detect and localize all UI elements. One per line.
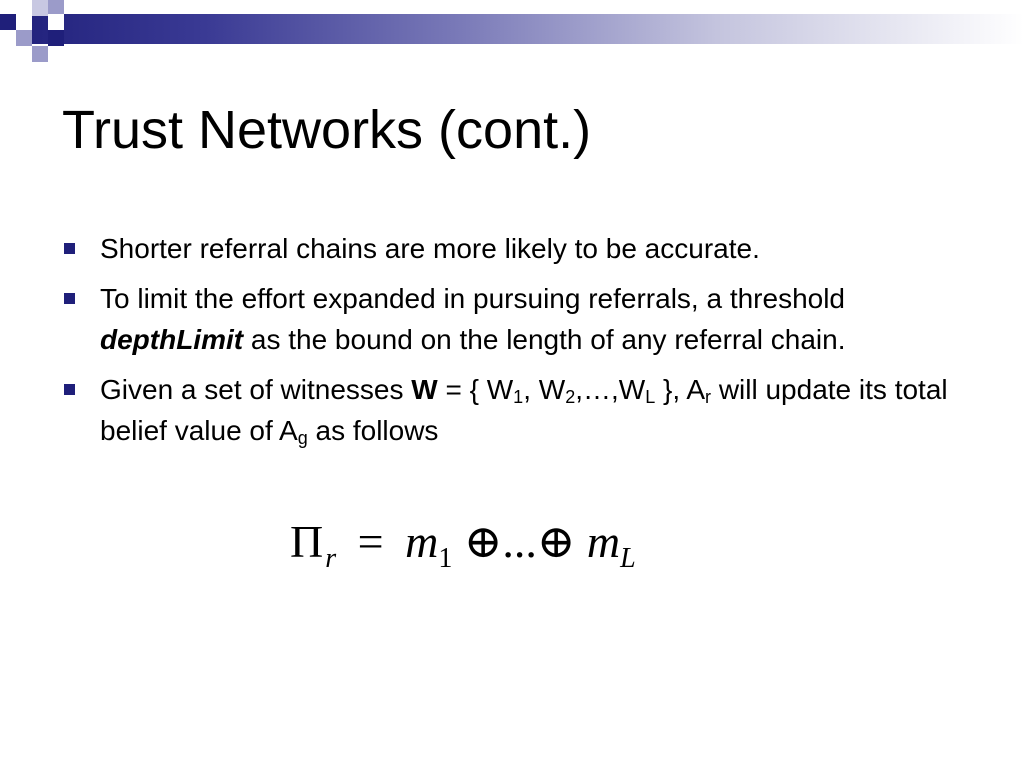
corner-square — [0, 30, 16, 46]
formula-variable: m — [586, 516, 621, 567]
header-gradient-bar — [0, 14, 1024, 44]
corner-square — [32, 46, 48, 62]
bullet-text: ,…,W — [575, 374, 646, 405]
corner-square — [0, 14, 16, 30]
corner-square — [16, 30, 32, 46]
subscript: 2 — [565, 387, 576, 407]
subscript: 1 — [513, 387, 524, 407]
oplus-symbol: ⊕ — [463, 516, 503, 567]
square-bullet-icon — [64, 243, 75, 254]
subscript: g — [297, 428, 308, 448]
oplus-symbol: ⊕ — [536, 516, 576, 567]
corner-square — [48, 14, 64, 30]
corner-square — [48, 30, 64, 46]
corner-square — [16, 14, 32, 30]
formula-variable: m — [405, 516, 439, 567]
subscript: r — [705, 387, 712, 407]
subscript: L — [645, 387, 656, 407]
bullet-item — [64, 278, 964, 360]
square-bullet-icon — [64, 293, 75, 304]
bullet-item — [64, 369, 964, 451]
bullet-text: To limit the effort expanded in pursuing referrals, a threshold — [100, 283, 846, 314]
subscript: L — [620, 543, 636, 574]
depth-limit-keyword: depthLimit — [100, 324, 244, 355]
witness-set-symbol: W — [411, 374, 438, 405]
subscript: 1 — [438, 543, 453, 574]
bullet-text: Given a set of witnesses — [100, 374, 412, 405]
bullet-text: = { W — [437, 374, 514, 405]
belief-formula — [290, 512, 636, 572]
ellipsis-symbol: ... — [502, 516, 537, 567]
bullet-text: }, A — [655, 374, 706, 405]
bullet-item — [64, 228, 964, 269]
corner-decoration — [0, 0, 80, 70]
corner-square — [32, 0, 48, 16]
subscript: r — [325, 543, 337, 574]
bullet-text: will update its total belief value of A — [100, 374, 948, 446]
bullet-text: as the bound on the length of any referral chain. — [243, 324, 846, 355]
bullet-text: Shorter referral chains are more likely to be accurate. — [100, 233, 760, 264]
equals-symbol: = — [357, 516, 384, 567]
bullet-text: as follows — [307, 415, 439, 446]
slide-title: Trust Networks (cont.) — [62, 100, 592, 160]
pi-symbol: Π — [290, 516, 324, 567]
square-bullet-icon — [64, 384, 75, 395]
bullet-list — [64, 228, 964, 460]
bullet-text: , W — [523, 374, 566, 405]
